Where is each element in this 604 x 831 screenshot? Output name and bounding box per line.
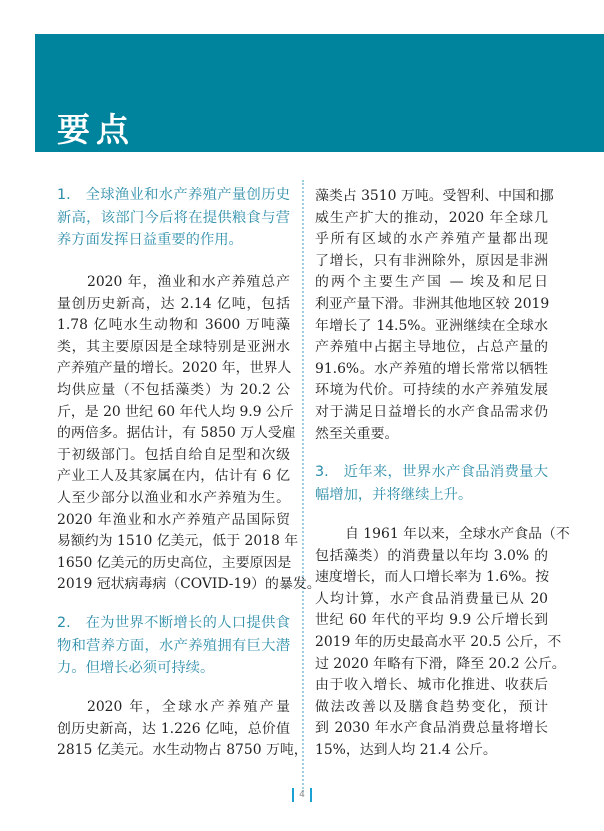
heading-line: 新高，该部门今后将在提供粮食与营 bbox=[57, 209, 290, 226]
text-line: 易额约为 1510 亿美元，低于 2018 年 bbox=[57, 533, 299, 550]
section-2-heading bbox=[57, 612, 290, 680]
text-line: 年增长了 14.5%。亚洲继续在全球水 bbox=[315, 317, 548, 334]
text-line: 产养殖产量的增长。2020 年，世界人 bbox=[57, 360, 292, 377]
text-line: 2020 年渔业和水产养殖产品国际贸 bbox=[57, 511, 290, 528]
text-line: 2815 亿美元。水生动物占 8750 万吨， bbox=[57, 742, 308, 759]
text-line: 1650 亿美元的历史高位，主要原因是 bbox=[57, 554, 292, 571]
section-3-heading bbox=[315, 461, 548, 506]
heading-line: 养方面发挥日益重要的作用。 bbox=[57, 232, 243, 248]
text-line: 的两个主要生产国 — 埃及和尼日 bbox=[315, 274, 548, 291]
text-line: 斤，是 20 世纪 60 年代人均 9.9 公斤 bbox=[57, 403, 294, 420]
text-line: 对于满足日益增长的水产食品需求仍 bbox=[315, 403, 548, 420]
text-line: 包括藻类）的消费量以年均 3.0% 的 bbox=[315, 547, 548, 564]
page-title: 要点 bbox=[57, 110, 135, 149]
text-line: 1.78 亿吨水生动物和 3600 万吨藻 bbox=[57, 317, 290, 334]
header-banner bbox=[35, 34, 604, 152]
text-line: 然至关重要。 bbox=[315, 425, 399, 442]
text-line: 2020 年，全球水产养殖产量 bbox=[87, 699, 290, 715]
text-line: 2019 冠状病毒病（COVID-19）的暴发。 bbox=[57, 576, 321, 593]
page-number: 4 bbox=[292, 788, 312, 802]
text-line: 的两倍多。据估计，有 5850 万人受雇 bbox=[57, 425, 296, 442]
section-2-body-start bbox=[57, 697, 308, 762]
text-line: 世纪 60 年代的平均 9.9 公斤增长到 bbox=[315, 612, 548, 629]
text-line: 乎所有区域的水产养殖产量都出现 bbox=[315, 231, 548, 248]
section-1-body bbox=[57, 272, 321, 596]
text-line: 15%，达到人均 21.4 公斤。 bbox=[315, 741, 497, 758]
text-line: 由于收入增长、城市化推进、收获后 bbox=[315, 677, 548, 694]
text-line: 类，其主要原因是全球特别是亚洲水 bbox=[57, 338, 290, 355]
heading-line: 物和营养方面，水产养殖拥有巨大潜 bbox=[57, 637, 290, 654]
text-line: 过 2020 年略有下滑，降至 20.2 公斤。 bbox=[315, 655, 566, 672]
text-line: 环境为代价。可持续的水产养殖发展 bbox=[315, 382, 548, 399]
section-3-body bbox=[315, 524, 570, 762]
heading-line: 力。但增长必须可持续。 bbox=[57, 660, 215, 676]
text-line: 藻类占 3510 万吨。受智利、中国和挪 bbox=[315, 188, 554, 204]
text-line: 人至少部分以渔业和水产养殖为生。 bbox=[57, 489, 290, 506]
text-line: 产养殖中占据主导地位，占总产量的 bbox=[315, 339, 548, 356]
text-line: 了增长，只有非洲除外，原因是非洲 bbox=[315, 252, 548, 269]
text-line: 人均计算，水产食品消费量已从 20 bbox=[315, 590, 548, 607]
text-line: 速度增长，而人口增长率为 1.6%。按 bbox=[315, 569, 550, 586]
text-line: 创历史新高，达 1.226 亿吨，总价值 bbox=[57, 720, 290, 737]
text-line: 做法改善以及膳食趋势变化，预计 bbox=[315, 698, 548, 715]
text-line: 利亚产量下滑。非洲其他地区较 2019 bbox=[315, 295, 550, 312]
text-line: 均供应量（不包括藻类）为 20.2 公 bbox=[57, 381, 290, 398]
heading-line: 3. 近年来，世界水产食品消费量大 bbox=[315, 464, 548, 480]
text-line: 到 2030 年水产食品消费总量将增长 bbox=[315, 720, 548, 737]
column-divider bbox=[302, 180, 304, 792]
text-line: 2019 年的历史最高水平 20.5 公斤，不 bbox=[315, 633, 562, 650]
heading-line: 2. 在为世界不断增长的人口提供食 bbox=[57, 615, 290, 631]
text-line: 威生产扩大的推动，2020 年全球几 bbox=[315, 209, 548, 226]
text-line: 产业工人及其家属在内，估计有 6 亿 bbox=[57, 468, 290, 485]
text-line: 量创历史新高，达 2.14 亿吨，包括 bbox=[57, 295, 290, 312]
section-1-heading bbox=[57, 184, 290, 252]
text-line: 91.6%。水产养殖的增长常常以牺牲 bbox=[315, 360, 548, 377]
text-line: 2020 年，渔业和水产养殖总产 bbox=[87, 274, 290, 290]
section-2-body-continued bbox=[315, 186, 554, 445]
text-line: 自 1961 年以来，全球水产食品（不 bbox=[345, 526, 570, 542]
text-line: 于初级部门。包括自给自足型和次级 bbox=[57, 446, 290, 463]
heading-line: 1. 全球渔业和水产养殖产量创历史 bbox=[57, 187, 290, 203]
heading-line: 幅增加，并将继续上升。 bbox=[315, 486, 473, 503]
